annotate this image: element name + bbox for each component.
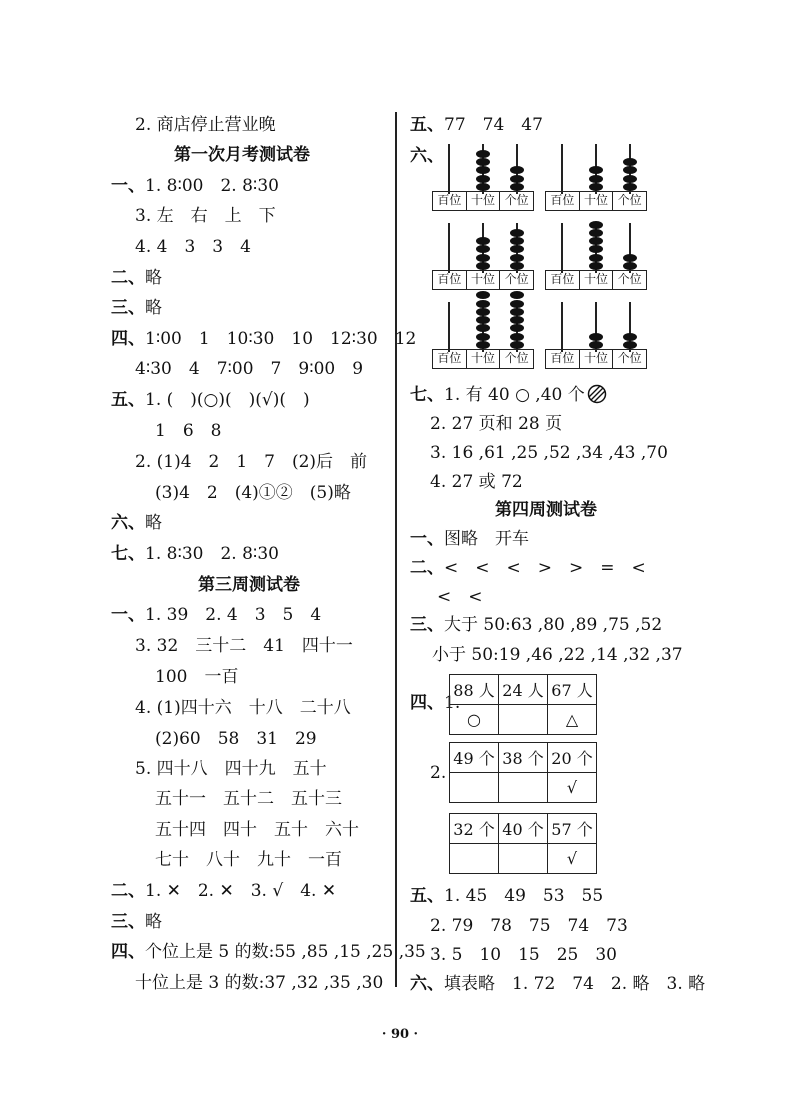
abacus-bead — [589, 183, 603, 191]
answer-line: (3)4 2 (4)①② (5)略 — [155, 483, 351, 503]
abacus-rod — [561, 302, 563, 352]
abacus-bead — [510, 341, 524, 349]
abacus-bead — [476, 324, 490, 332]
abacus-4 — [545, 221, 647, 293]
answer-line: 五、77 74 47 — [410, 115, 543, 135]
answer-line: 4. 27 或 72 — [430, 472, 523, 492]
answer-line: 十位上是 3 的数:37 ,32 ,35 ,30 — [135, 973, 384, 993]
abacus-bead — [476, 158, 490, 166]
abacus-bead — [623, 254, 637, 262]
abacus-bead — [589, 341, 603, 349]
abacus-bead — [589, 237, 603, 245]
abacus-label-ones: 个位 — [504, 272, 529, 286]
abacus-place-labels — [545, 270, 647, 290]
abacus-bead — [510, 300, 524, 308]
answer-line: 100 一百 — [155, 667, 239, 687]
table-cell — [499, 773, 548, 803]
answer-line: 3. 左 右 上 下 — [135, 206, 276, 226]
abacus-rod — [448, 223, 450, 273]
answer-line: 七、1. 8∶30 2. 8∶30 — [111, 544, 279, 564]
comparison-table-3 — [449, 813, 597, 874]
abacus-bead — [589, 175, 603, 183]
comparison-table-2 — [449, 742, 597, 803]
answer-line: (2)60 58 31 29 — [155, 729, 317, 749]
table-cell — [450, 844, 499, 874]
abacus-bead — [510, 324, 524, 332]
abacus-label-hundreds: 百位 — [433, 350, 467, 368]
abacus-bead — [623, 262, 637, 270]
answer-line: 4∶30 4 7∶00 7 9∶00 9 — [135, 359, 364, 379]
abacus-bead — [589, 262, 603, 270]
table-cell: 40 个 — [499, 814, 548, 844]
answer-line: 3. 32 三十二 41 四十一 — [135, 636, 353, 656]
answer-line: 六、 — [410, 146, 444, 166]
answer-line: 六、填表略 1. 72 74 2. 略 3. 略 — [410, 974, 706, 994]
abacus-bead — [589, 245, 603, 253]
answer-line: 四、个位上是 5 的数:55 ,85 ,15 ,25 ,35 — [111, 942, 426, 962]
abacus-label-hundreds: 百位 — [546, 192, 580, 210]
answer-line: < < — [437, 587, 483, 607]
abacus-bead — [623, 175, 637, 183]
abacus-bead — [623, 183, 637, 191]
abacus-bead — [476, 183, 490, 191]
table-cell: △ — [548, 705, 597, 735]
abacus-6 — [545, 300, 647, 372]
abacus-bead — [510, 237, 524, 245]
abacus-label-hundreds: 百位 — [546, 350, 580, 368]
answer-line: 3. 5 10 15 25 30 — [430, 945, 617, 965]
table-cell: 24 人 — [499, 675, 548, 705]
abacus-label-ones: 个位 — [617, 351, 642, 365]
abacus-bead — [623, 158, 637, 166]
answer-line: 一、图略 开车 — [410, 529, 529, 549]
abacus-rod — [448, 144, 450, 194]
abacus-bead — [476, 333, 490, 341]
table-cell — [450, 773, 499, 803]
abacus-label-hundreds: 百位 — [546, 271, 580, 289]
abacus-bead — [510, 333, 524, 341]
answer-line: 一、1. 39 2. 4 3 5 4 — [111, 605, 322, 625]
abacus-bead — [476, 237, 490, 245]
abacus-label-ones: 个位 — [504, 351, 529, 365]
abacus-place-labels — [545, 191, 647, 211]
abacus-rod — [561, 144, 563, 194]
table-cell — [499, 844, 548, 874]
answer-line: 六、略 — [111, 513, 162, 533]
abacus-bead — [476, 300, 490, 308]
abacus-bead — [476, 308, 490, 316]
answer-line: 2. 商店停止营业晚 — [135, 115, 276, 135]
table-cell: 49 个 — [450, 743, 499, 773]
abacus-label-ones: 个位 — [617, 272, 642, 286]
answer-line: 七十 八十 九十 一百 — [155, 850, 342, 870]
answer-line: 二、1. ✕ 2. ✕ 3. √ 4. ✕ — [111, 881, 337, 901]
section-title: 第四周测试卷 — [495, 500, 597, 520]
abacus-bead — [510, 245, 524, 253]
abacus-bead — [476, 175, 490, 183]
section-title: 第一次月考测试卷 — [174, 145, 310, 165]
crossed-circle-icon — [587, 384, 607, 404]
answer-line: 5. 四十八 四十九 五十 — [135, 759, 327, 779]
table-cell: 32 个 — [450, 814, 499, 844]
answer-line: 五、1. ( )(○)( )(√)( ) — [111, 390, 310, 410]
answer-line: 五十一 五十二 五十三 — [155, 789, 342, 809]
abacus-label-tens: 十位 — [580, 350, 614, 368]
answer-line: 二、略 — [111, 268, 162, 288]
abacus-label-tens: 十位 — [467, 350, 501, 368]
answer-line: 4. 4 3 3 4 — [135, 237, 251, 257]
section-title: 第三周测试卷 — [198, 575, 300, 595]
abacus-rod — [448, 302, 450, 352]
abacus-bead — [476, 245, 490, 253]
abacus-bead — [510, 291, 524, 299]
abacus-bead — [510, 183, 524, 191]
abacus-bead — [589, 166, 603, 174]
answer-line: 小于 50:19 ,46 ,22 ,14 ,32 ,37 — [432, 645, 683, 665]
abacus-bead — [476, 291, 490, 299]
abacus-bead — [510, 254, 524, 262]
abacus-bead — [623, 333, 637, 341]
answer-line: 三、略 — [111, 298, 162, 318]
answer-line: 三、大于 50:63 ,80 ,89 ,75 ,52 — [410, 615, 663, 635]
abacus-label-tens: 十位 — [580, 271, 614, 289]
abacus-bead — [510, 262, 524, 270]
table-cell: 20 个 — [548, 743, 597, 773]
abacus-3 — [432, 221, 534, 293]
table-cell: √ — [548, 844, 597, 874]
abacus-place-labels — [432, 191, 534, 211]
table-cell: ○ — [450, 705, 499, 735]
abacus-label-hundreds: 百位 — [433, 271, 467, 289]
abacus-bead — [510, 308, 524, 316]
abacus-label-tens: 十位 — [467, 271, 501, 289]
abacus-place-labels — [432, 270, 534, 290]
answer-line: 2. — [430, 763, 447, 783]
answer-line: 二、< < < > > = < — [410, 558, 646, 578]
abacus-label-tens: 十位 — [467, 192, 501, 210]
answer-line: 四、1. — [410, 693, 461, 713]
abacus-bead — [476, 254, 490, 262]
answer-line: 五、1. 45 49 53 55 — [410, 886, 604, 906]
table-cell: 38 个 — [499, 743, 548, 773]
abacus-bead — [510, 229, 524, 237]
abacus-label-hundreds: 百位 — [433, 192, 467, 210]
answer-line: 七、1. 有 40 ○ ,40 个 — [410, 384, 607, 405]
abacus-place-labels — [432, 349, 534, 369]
answer-line: 2. 79 78 75 74 73 — [430, 916, 628, 936]
abacus-bead — [510, 316, 524, 324]
abacus-2 — [545, 142, 647, 214]
abacus-bead — [623, 166, 637, 174]
table-cell: 57 个 — [548, 814, 597, 844]
table-cell: 67 人 — [548, 675, 597, 705]
abacus-bead — [476, 150, 490, 158]
answer-line: 四、1∶00 1 10∶30 10 12∶30 12 — [111, 329, 417, 349]
abacus-place-labels — [545, 349, 647, 369]
answer-line: 3. 16 ,61 ,25 ,52 ,34 ,43 ,70 — [430, 443, 668, 463]
abacus-bead — [589, 221, 603, 229]
abacus-bead — [623, 341, 637, 349]
answer-line: 一、1. 8∶00 2. 8∶30 — [111, 176, 279, 196]
abacus-bead — [589, 333, 603, 341]
comparison-table-1 — [449, 674, 597, 735]
answer-line: 五十四 四十 五十 六十 — [155, 820, 359, 840]
abacus-bead — [589, 229, 603, 237]
answer-line: 2. 27 页和 28 页 — [430, 414, 563, 434]
column-divider — [395, 112, 397, 987]
abacus-label-tens: 十位 — [580, 192, 614, 210]
abacus-bead — [476, 341, 490, 349]
abacus-label-ones: 个位 — [617, 193, 642, 207]
answer-line: 2. (1)4 2 1 7 (2)后 前 — [135, 452, 368, 472]
table-cell: 88 人 — [450, 675, 499, 705]
abacus-label-ones: 个位 — [504, 193, 529, 207]
abacus-bead — [476, 166, 490, 174]
table-cell — [499, 705, 548, 735]
abacus-5 — [432, 300, 534, 372]
abacus-bead — [476, 262, 490, 270]
abacus-bead — [510, 175, 524, 183]
answer-line: 三、略 — [111, 912, 162, 932]
table-cell: √ — [548, 773, 597, 803]
answer-line: 4. (1)四十六 十八 二十八 — [135, 698, 351, 718]
abacus-1 — [432, 142, 534, 214]
page-number: · 90 · — [381, 1027, 419, 1042]
abacus-bead — [510, 166, 524, 174]
answer-line: 1 6 8 — [155, 421, 222, 441]
abacus-bead — [589, 254, 603, 262]
abacus-rod — [561, 223, 563, 273]
abacus-bead — [476, 316, 490, 324]
